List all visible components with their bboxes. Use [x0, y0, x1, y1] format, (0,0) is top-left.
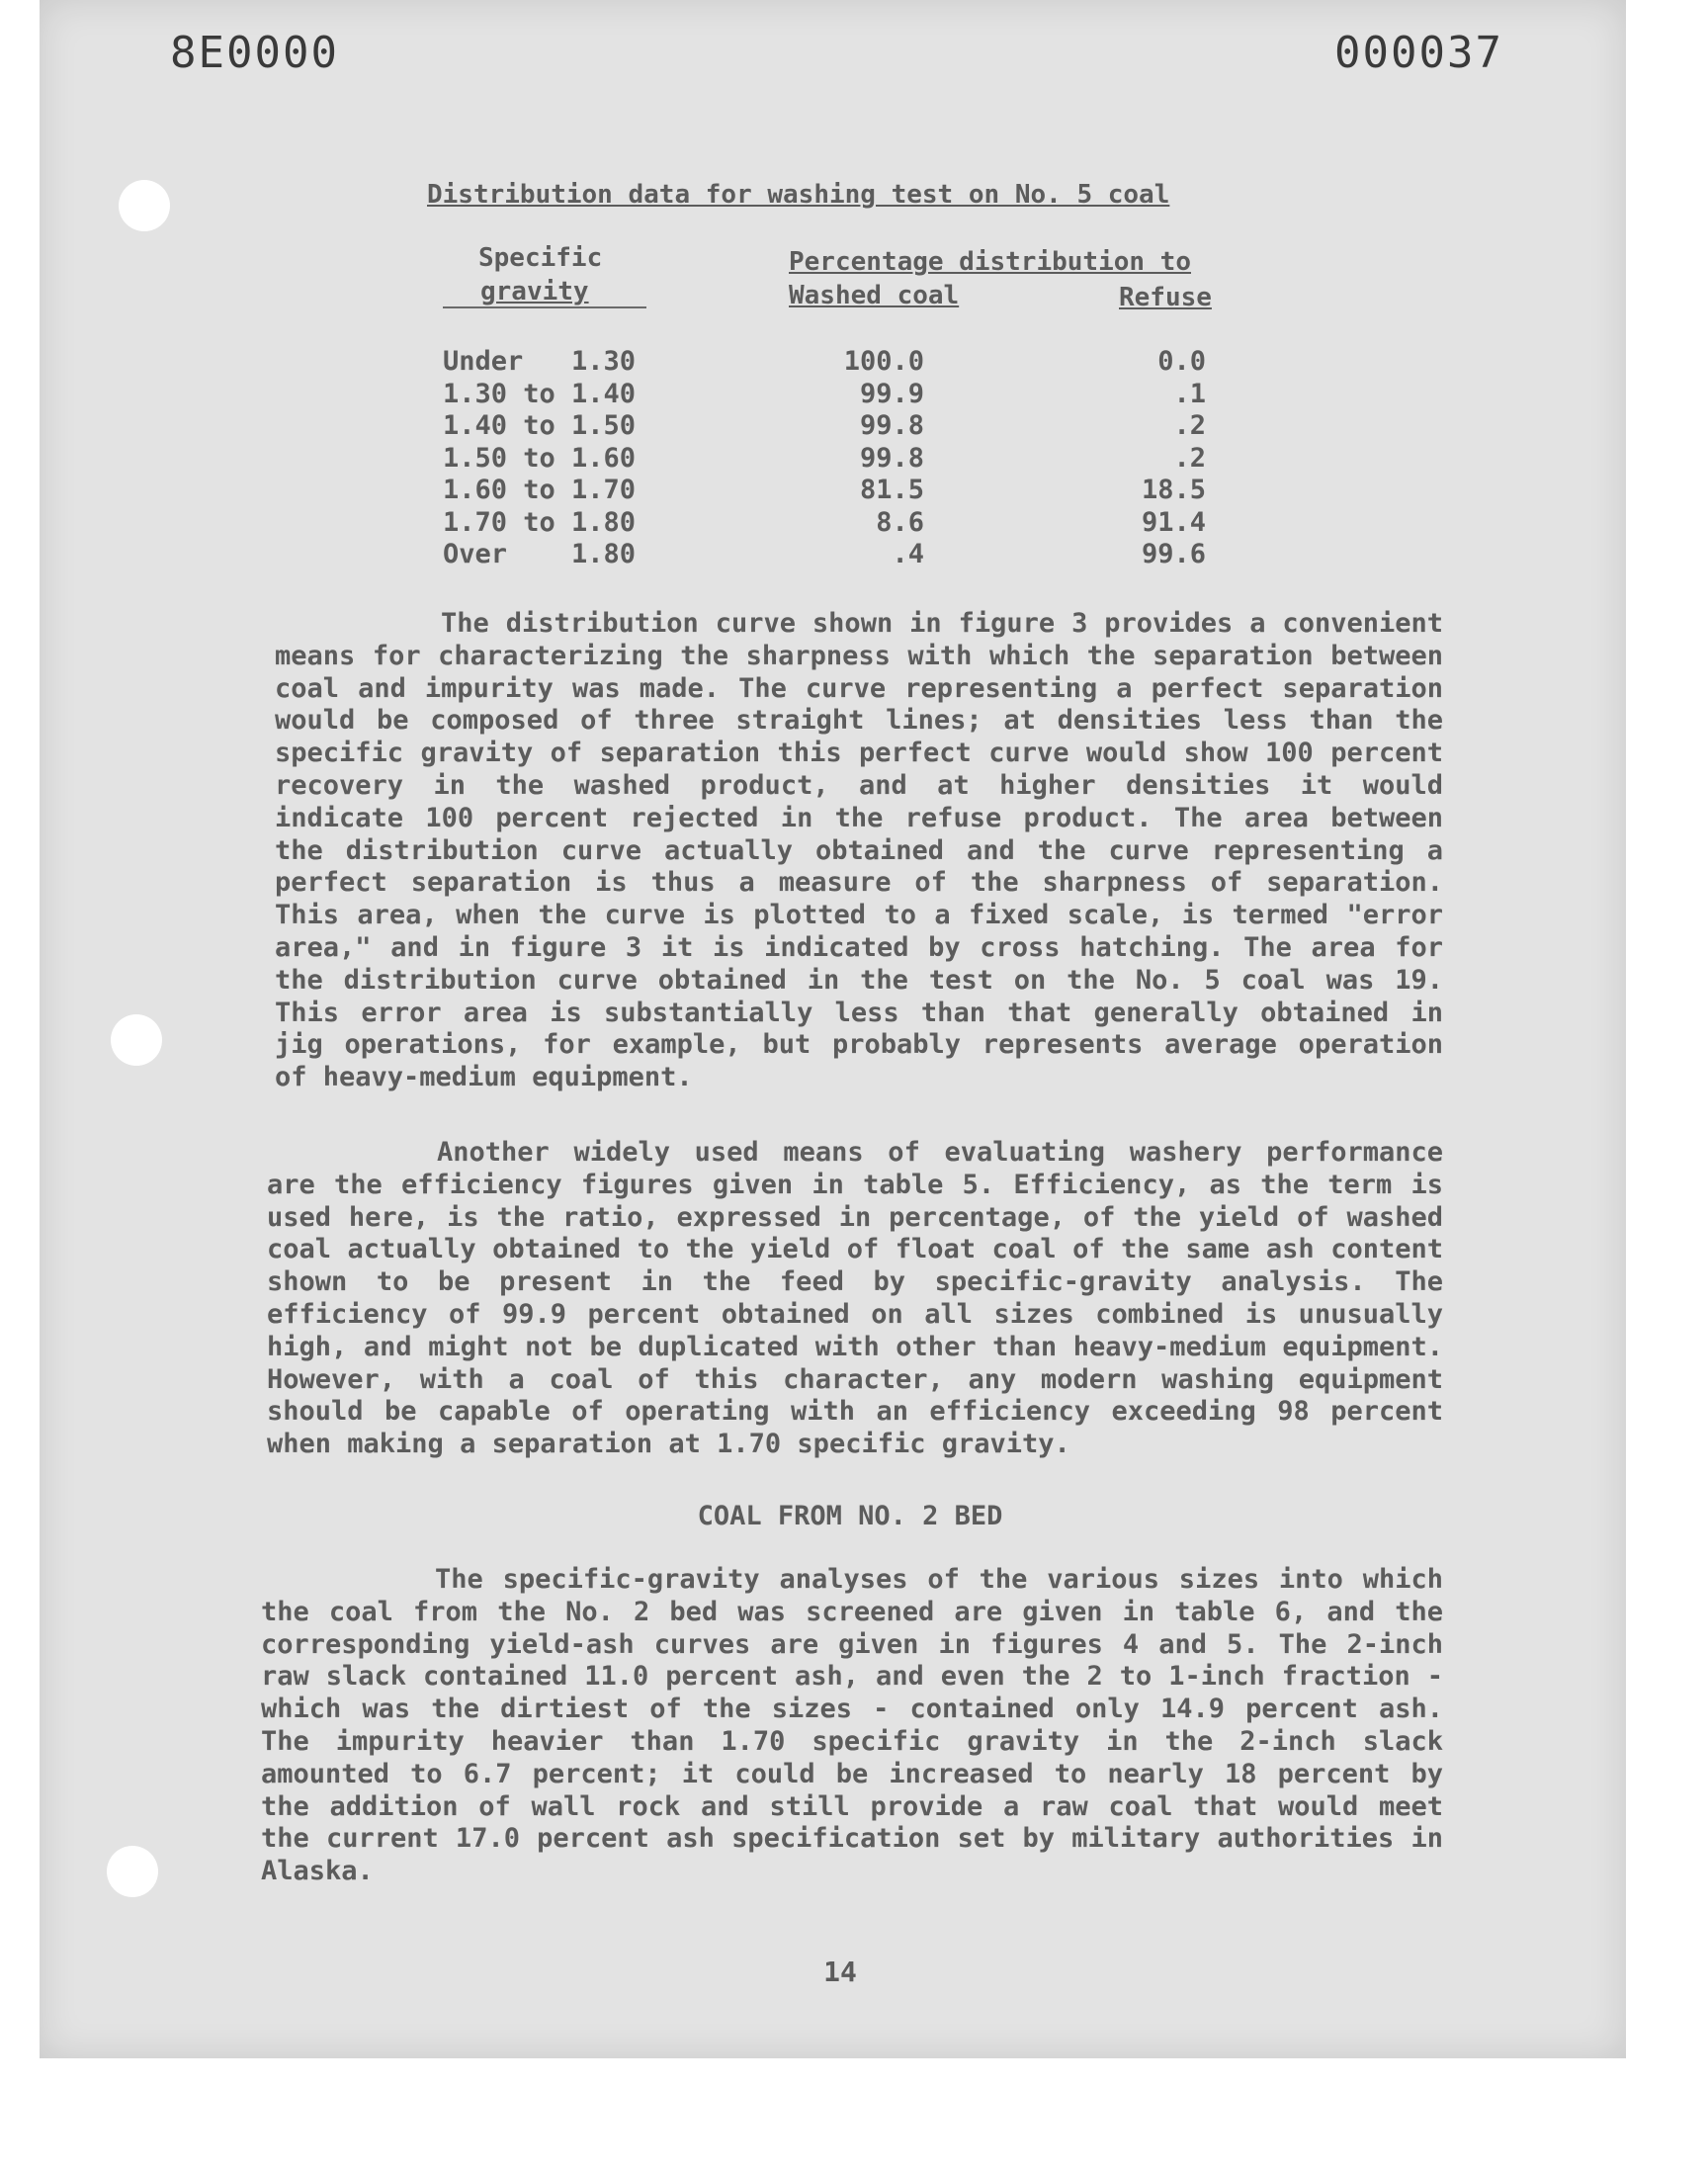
- punch-hole-top: [119, 180, 170, 231]
- table-cell: 1.70 to 1.80: [443, 506, 637, 538]
- table-cell: 100.0: [843, 346, 924, 377]
- table-cell: 99.8: [859, 410, 924, 441]
- col-header-specific: Specific: [478, 243, 603, 273]
- stamp-left: 8E0000: [170, 28, 339, 78]
- table-cell: 99.9: [859, 378, 924, 409]
- punch-hole-middle: [111, 1014, 162, 1066]
- table-cell: 1.60 to 1.70: [443, 475, 637, 505]
- table-cell: 91.4: [1141, 506, 1206, 538]
- table-cell: 99.8: [859, 442, 924, 474]
- table-cell: 8.6: [876, 506, 924, 538]
- col-header-washed-coal: Washed coal: [789, 281, 960, 310]
- table-cell: 0.0: [1157, 346, 1206, 377]
- table-cell: Under 1.30: [443, 346, 637, 377]
- col-header-refuse: Refuse: [1119, 283, 1212, 312]
- col-header-gravity: gravity: [480, 277, 589, 306]
- table-cell: 18.5: [1141, 475, 1206, 505]
- punch-hole-bottom: [107, 1846, 158, 1897]
- table-column-washed-coal: [781, 346, 924, 571]
- table-title: Distribution data for washing test on No. 5 coal: [427, 180, 1170, 210]
- table-cell: .4: [892, 539, 924, 569]
- table-cell: Over 1.80: [443, 539, 637, 569]
- table-cell: 81.5: [859, 475, 924, 505]
- section-heading: COAL FROM NO. 2 BED: [697, 1501, 1003, 1531]
- table-cell: .2: [1173, 442, 1206, 474]
- table-cell: 1.30 to 1.40: [443, 378, 637, 409]
- table-cell: .2: [1173, 410, 1206, 441]
- table-cell: 1.40 to 1.50: [443, 410, 637, 441]
- table-cell: .1: [1173, 378, 1206, 409]
- table-cell: 99.6: [1141, 539, 1206, 569]
- col-header-percentage: Percentage distribution to: [789, 247, 1191, 277]
- table-cell: 1.50 to 1.60: [443, 442, 637, 474]
- paragraph-efficiency: Another widely used means of evaluating washery performance are the efficiency figures given in table 5. Efficiency, as the term is used here, is the ratio, expressed in percentage, of the yield of washed coal actually obtained to the yield of float coal of the same ash content shown to be present in the feed by specific-gravity analysis. The efficiency of 99.9 percent obtained on all sizes combined is unusually high, and might not be duplicated with other than heavy-medium equipment. However, with a coal of this character, any modern washing equipment should be capable of operating with an efficiency exceeding 98 percent when making a separation at 1.70 specific gravity.: [267, 1137, 1443, 1460]
- stamp-right: 000037: [1334, 28, 1503, 78]
- page-number: 14: [823, 1956, 857, 1988]
- paragraph-distribution-curve: The distribution curve shown in figure 3 provides a convenient means for characterizing the sharpness with which the separation between coal and impurity was made. The curve representing a perfect separation would be composed of three straight lines; at densities less than the specific gravity of separation this perfect curve would show 100 percent recovery in the washed product, and at higher densities it would indicate 100 percent rejected in the refuse product. The area between the distribution curve actually obtained and the curve representing a perfect separation is thus a measure of the sharpness of separation. This area, when the curve is plotted to a fixed scale, is termed "error area," and in figure 3 it is indicated by cross hatching. The area for the distribution curve obtained in the test on the No. 5 coal was 19. This error area is substantially less than that generally obtained in jig operations, for example, but probably represents average operation of heavy-medium equipment.: [275, 608, 1443, 1093]
- table-column-specific-gravity: [443, 346, 660, 571]
- paragraph-no2-bed: The specific-gravity analyses of the various sizes into which the coal from the No. 2 bed was screened are given in table 6, and the corresponding yield-ash curves are given in figures 4 and 5. The 2-inch raw slack contained 11.0 percent ash, and even the 2 to 1-inch fraction - which was the dirtiest of the sizes - contained only 14.9 percent ash. The impurity heavier than 1.70 specific gravity in the 2-inch slack amounted to 6.7 percent; it could be increased to nearly 18 percent by the addition of wall rock and still provide a raw coal that would meet the current 17.0 percent ash specification set by military authorities in Alaska.: [261, 1564, 1443, 1887]
- col-header-rule-sg: [443, 306, 646, 308]
- table-column-refuse: [1097, 346, 1206, 571]
